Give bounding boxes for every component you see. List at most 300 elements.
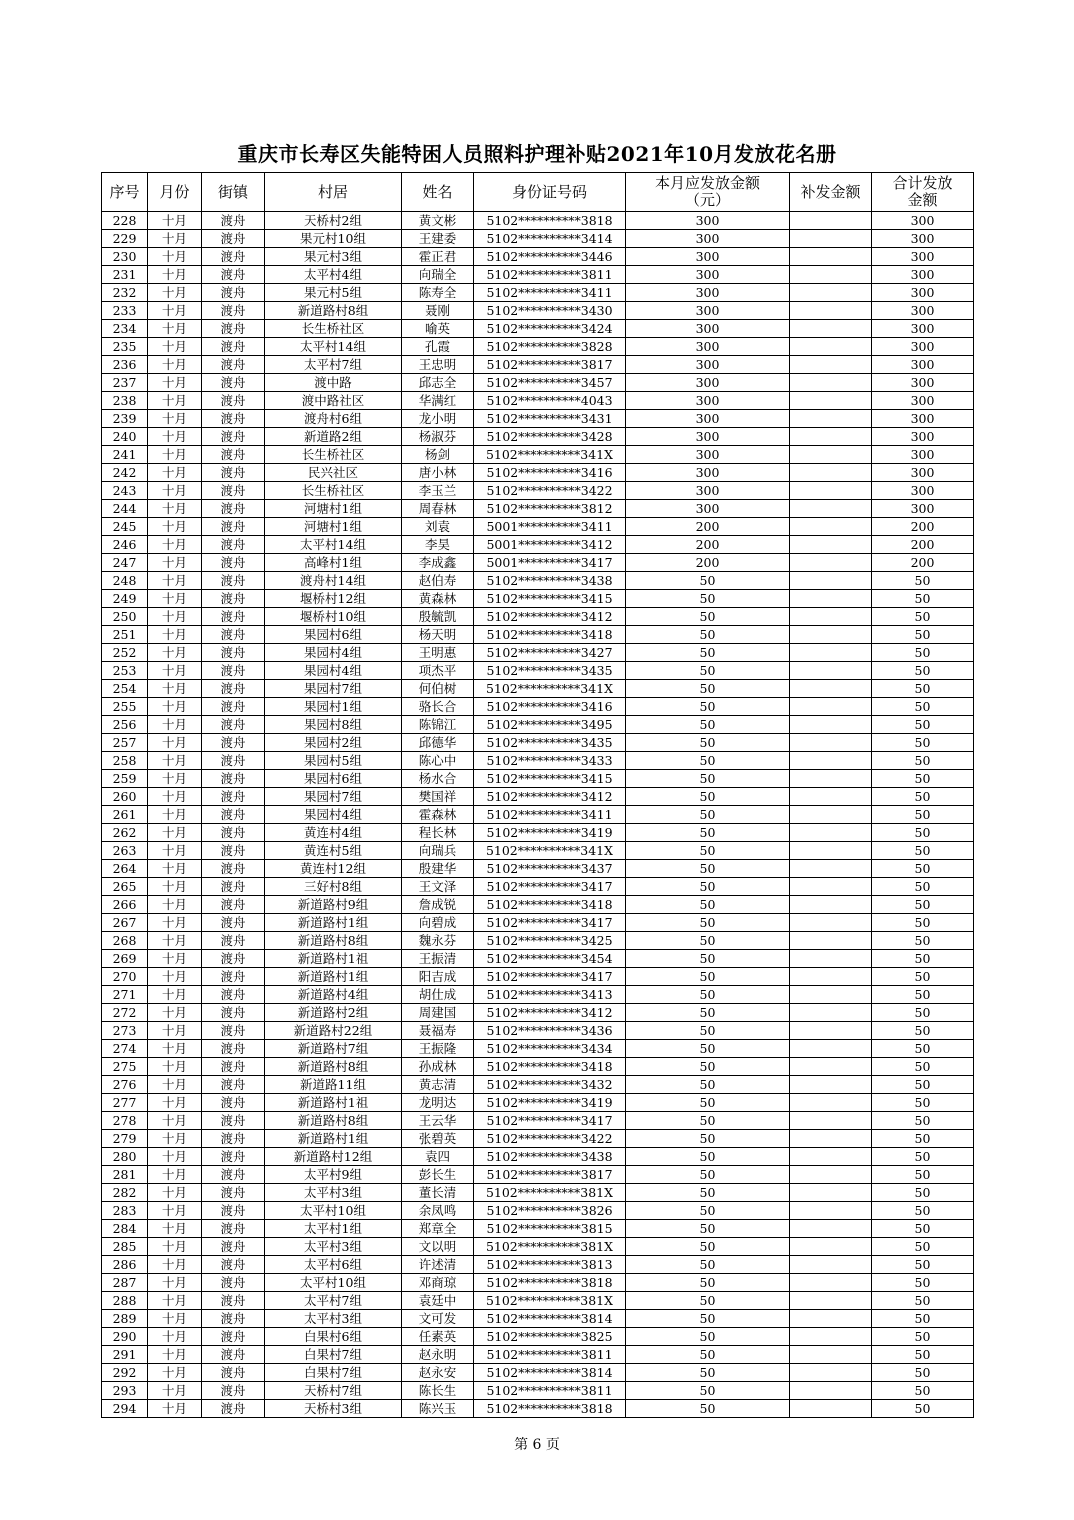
cell-seq: 259 (102, 770, 148, 788)
cell-supplement (790, 1328, 872, 1346)
cell-name: 向瑞全 (402, 266, 474, 284)
cell-seq: 243 (102, 482, 148, 500)
cell-due: 50 (626, 842, 790, 860)
cell-id: 5001**********3412 (474, 536, 626, 554)
cell-due: 50 (626, 770, 790, 788)
cell-month: 十月 (148, 464, 202, 482)
cell-name: 殷毓凯 (402, 608, 474, 626)
cell-total: 300 (872, 410, 974, 428)
cell-total: 50 (872, 788, 974, 806)
cell-name: 王文泽 (402, 878, 474, 896)
cell-village: 天桥村2组 (265, 212, 402, 230)
cell-seq: 233 (102, 302, 148, 320)
cell-seq: 292 (102, 1364, 148, 1382)
cell-id: 5102**********3813 (474, 1256, 626, 1274)
cell-seq: 289 (102, 1310, 148, 1328)
cell-street: 渡舟 (202, 1364, 265, 1382)
cell-supplement (790, 1346, 872, 1364)
cell-total: 50 (872, 644, 974, 662)
header-total (872, 173, 974, 212)
cell-supplement (790, 698, 872, 716)
cell-month: 十月 (148, 1292, 202, 1310)
cell-village: 太平村10组 (265, 1202, 402, 1220)
cell-street: 渡舟 (202, 1202, 265, 1220)
cell-name: 赵伯寿 (402, 572, 474, 590)
cell-total: 300 (872, 302, 974, 320)
cell-village: 长生桥社区 (265, 320, 402, 338)
cell-village: 太平村6组 (265, 1256, 402, 1274)
table-row (102, 518, 974, 536)
cell-village: 果园村5组 (265, 752, 402, 770)
cell-id: 5102**********3814 (474, 1364, 626, 1382)
cell-seq: 282 (102, 1184, 148, 1202)
cell-street: 渡舟 (202, 1346, 265, 1364)
cell-seq: 291 (102, 1346, 148, 1364)
cell-village: 新道路2组 (265, 428, 402, 446)
cell-seq: 263 (102, 842, 148, 860)
cell-supplement (790, 338, 872, 356)
cell-supplement (790, 932, 872, 950)
cell-id: 5102**********3434 (474, 1040, 626, 1058)
cell-village: 渡中路社区 (265, 392, 402, 410)
cell-supplement (790, 536, 872, 554)
cell-due: 300 (626, 230, 790, 248)
cell-due: 50 (626, 1292, 790, 1310)
cell-village: 堰桥村12组 (265, 590, 402, 608)
cell-id: 5102**********3438 (474, 1148, 626, 1166)
cell-seq: 266 (102, 896, 148, 914)
cell-id: 5102**********3828 (474, 338, 626, 356)
cell-supplement (790, 302, 872, 320)
cell-name: 黄森林 (402, 590, 474, 608)
cell-total: 50 (872, 662, 974, 680)
table-row (102, 716, 974, 734)
cell-street: 渡舟 (202, 1112, 265, 1130)
cell-village: 果园村7组 (265, 788, 402, 806)
cell-name: 何伯树 (402, 680, 474, 698)
cell-seq: 247 (102, 554, 148, 572)
table-row (102, 1382, 974, 1400)
cell-street: 渡舟 (202, 806, 265, 824)
cell-due: 50 (626, 1148, 790, 1166)
cell-street: 渡舟 (202, 428, 265, 446)
cell-street: 渡舟 (202, 752, 265, 770)
cell-supplement (790, 950, 872, 968)
cell-street: 渡舟 (202, 1076, 265, 1094)
cell-id: 5102**********3415 (474, 590, 626, 608)
header-month: 月份 (148, 173, 202, 212)
table-row (102, 338, 974, 356)
table-row (102, 1328, 974, 1346)
cell-seq: 272 (102, 1004, 148, 1022)
cell-due: 50 (626, 608, 790, 626)
cell-name: 唐小林 (402, 464, 474, 482)
cell-id: 5102**********341X (474, 842, 626, 860)
cell-seq: 261 (102, 806, 148, 824)
cell-id: 5102**********3417 (474, 914, 626, 932)
header-due-line2: （元） (684, 191, 730, 209)
cell-total: 50 (872, 1364, 974, 1382)
table-row (102, 1220, 974, 1238)
cell-id: 5102**********3435 (474, 734, 626, 752)
cell-total: 50 (872, 734, 974, 752)
cell-supplement (790, 500, 872, 518)
cell-name: 杨天明 (402, 626, 474, 644)
cell-month: 十月 (148, 806, 202, 824)
cell-due: 50 (626, 1364, 790, 1382)
cell-seq: 248 (102, 572, 148, 590)
cell-month: 十月 (148, 230, 202, 248)
cell-total: 50 (872, 950, 974, 968)
cell-due: 50 (626, 1022, 790, 1040)
cell-street: 渡舟 (202, 572, 265, 590)
cell-name: 陈长生 (402, 1382, 474, 1400)
cell-due: 300 (626, 248, 790, 266)
table-row (102, 1346, 974, 1364)
cell-month: 十月 (148, 284, 202, 302)
cell-seq: 250 (102, 608, 148, 626)
cell-seq: 256 (102, 716, 148, 734)
table-row (102, 590, 974, 608)
cell-total: 50 (872, 806, 974, 824)
cell-id: 5102**********381X (474, 1292, 626, 1310)
cell-seq: 290 (102, 1328, 148, 1346)
table-row (102, 842, 974, 860)
table-row (102, 410, 974, 428)
table-row (102, 1274, 974, 1292)
cell-month: 十月 (148, 1220, 202, 1238)
cell-name: 赵永安 (402, 1364, 474, 1382)
cell-seq: 252 (102, 644, 148, 662)
cell-id: 5102**********3811 (474, 1346, 626, 1364)
cell-month: 十月 (148, 680, 202, 698)
cell-id: 5102**********3416 (474, 698, 626, 716)
cell-name: 阳吉成 (402, 968, 474, 986)
cell-month: 十月 (148, 356, 202, 374)
cell-total: 50 (872, 1076, 974, 1094)
cell-supplement (790, 1292, 872, 1310)
cell-name: 李玉兰 (402, 482, 474, 500)
cell-id: 5102**********3818 (474, 1400, 626, 1418)
cell-due: 50 (626, 1382, 790, 1400)
cell-total: 300 (872, 284, 974, 302)
cell-seq: 232 (102, 284, 148, 302)
cell-total: 50 (872, 1094, 974, 1112)
cell-village: 太平村14组 (265, 338, 402, 356)
cell-month: 十月 (148, 1166, 202, 1184)
cell-seq: 254 (102, 680, 148, 698)
cell-village: 黄连村4组 (265, 824, 402, 842)
cell-street: 渡舟 (202, 302, 265, 320)
table-row (102, 1040, 974, 1058)
cell-seq: 238 (102, 392, 148, 410)
cell-id: 5102**********3418 (474, 1058, 626, 1076)
cell-total: 300 (872, 464, 974, 482)
cell-supplement (790, 518, 872, 536)
cell-village: 果园村7组 (265, 680, 402, 698)
cell-seq: 235 (102, 338, 148, 356)
cell-name: 彭长生 (402, 1166, 474, 1184)
cell-total: 300 (872, 266, 974, 284)
cell-supplement (790, 572, 872, 590)
cell-name: 赵永明 (402, 1346, 474, 1364)
cell-id: 5102**********3411 (474, 806, 626, 824)
cell-seq: 286 (102, 1256, 148, 1274)
cell-total: 50 (872, 1004, 974, 1022)
cell-name: 孔霞 (402, 338, 474, 356)
cell-supplement (790, 374, 872, 392)
cell-total: 50 (872, 1328, 974, 1346)
table-row (102, 428, 974, 446)
cell-month: 十月 (148, 1310, 202, 1328)
cell-id: 5102**********3415 (474, 770, 626, 788)
cell-supplement (790, 1184, 872, 1202)
cell-id: 5102**********381X (474, 1184, 626, 1202)
cell-total: 50 (872, 1256, 974, 1274)
header-due-line1: 本月应发放金额 (654, 174, 760, 192)
cell-village: 新道路村8组 (265, 302, 402, 320)
cell-month: 十月 (148, 590, 202, 608)
cell-name: 陈兴玉 (402, 1400, 474, 1418)
cell-street: 渡舟 (202, 1022, 265, 1040)
cell-due: 50 (626, 950, 790, 968)
cell-id: 5102**********3412 (474, 1004, 626, 1022)
cell-street: 渡舟 (202, 1310, 265, 1328)
cell-due: 50 (626, 1400, 790, 1418)
cell-total: 50 (872, 1130, 974, 1148)
cell-supplement (790, 482, 872, 500)
cell-village: 新道路村2组 (265, 1004, 402, 1022)
table-row (102, 1256, 974, 1274)
cell-seq: 293 (102, 1382, 148, 1400)
cell-month: 十月 (148, 1130, 202, 1148)
cell-street: 渡舟 (202, 1292, 265, 1310)
cell-supplement (790, 1256, 872, 1274)
cell-id: 5102**********3422 (474, 1130, 626, 1148)
cell-month: 十月 (148, 1274, 202, 1292)
cell-village: 新道路村8组 (265, 1058, 402, 1076)
cell-supplement (790, 1400, 872, 1418)
cell-id: 5102**********3825 (474, 1328, 626, 1346)
cell-id: 5102**********3812 (474, 500, 626, 518)
cell-total: 50 (872, 1292, 974, 1310)
cell-village: 果园村4组 (265, 806, 402, 824)
cell-name: 李昊 (402, 536, 474, 554)
cell-total: 50 (872, 1022, 974, 1040)
cell-due: 50 (626, 680, 790, 698)
cell-name: 刘袁 (402, 518, 474, 536)
cell-street: 渡舟 (202, 464, 265, 482)
cell-due: 50 (626, 1346, 790, 1364)
cell-month: 十月 (148, 1400, 202, 1418)
cell-name: 殷建华 (402, 860, 474, 878)
cell-name: 文以明 (402, 1238, 474, 1256)
cell-street: 渡舟 (202, 284, 265, 302)
cell-name: 项杰平 (402, 662, 474, 680)
cell-village: 新道路村1组 (265, 968, 402, 986)
cell-seq: 269 (102, 950, 148, 968)
cell-village: 新道路村1组 (265, 1130, 402, 1148)
cell-total: 50 (872, 1148, 974, 1166)
cell-total: 200 (872, 554, 974, 572)
cell-due: 50 (626, 716, 790, 734)
cell-due: 50 (626, 1112, 790, 1130)
cell-month: 十月 (148, 1004, 202, 1022)
cell-id: 5102**********3413 (474, 986, 626, 1004)
cell-supplement (790, 1220, 872, 1238)
cell-street: 渡舟 (202, 1382, 265, 1400)
cell-total: 50 (872, 932, 974, 950)
table-row (102, 698, 974, 716)
cell-due: 50 (626, 752, 790, 770)
cell-total: 50 (872, 1382, 974, 1400)
cell-due: 50 (626, 1166, 790, 1184)
cell-supplement (790, 284, 872, 302)
cell-id: 5102**********3818 (474, 1274, 626, 1292)
table-row (102, 284, 974, 302)
cell-month: 十月 (148, 302, 202, 320)
cell-name: 霍森林 (402, 806, 474, 824)
cell-due: 50 (626, 644, 790, 662)
cell-total: 50 (872, 842, 974, 860)
cell-id: 5102**********3428 (474, 428, 626, 446)
cell-month: 十月 (148, 482, 202, 500)
cell-street: 渡舟 (202, 824, 265, 842)
cell-supplement (790, 230, 872, 248)
cell-total: 50 (872, 1184, 974, 1202)
cell-month: 十月 (148, 770, 202, 788)
cell-month: 十月 (148, 896, 202, 914)
cell-month: 十月 (148, 842, 202, 860)
cell-due: 300 (626, 212, 790, 230)
cell-name: 聂福寿 (402, 1022, 474, 1040)
cell-name: 王忠明 (402, 356, 474, 374)
cell-supplement (790, 716, 872, 734)
cell-id: 5001**********3417 (474, 554, 626, 572)
cell-village: 新道路村1祖 (265, 1094, 402, 1112)
cell-due: 300 (626, 338, 790, 356)
cell-total: 50 (872, 1346, 974, 1364)
cell-id: 5102**********3417 (474, 968, 626, 986)
cell-month: 十月 (148, 392, 202, 410)
cell-seq: 241 (102, 446, 148, 464)
cell-id: 5102**********3418 (474, 626, 626, 644)
cell-due: 50 (626, 986, 790, 1004)
cell-month: 十月 (148, 1364, 202, 1382)
cell-seq: 228 (102, 212, 148, 230)
cell-street: 渡舟 (202, 1148, 265, 1166)
cell-street: 渡舟 (202, 662, 265, 680)
cell-due: 50 (626, 914, 790, 932)
table-row (102, 968, 974, 986)
cell-village: 堰桥村10组 (265, 608, 402, 626)
cell-month: 十月 (148, 536, 202, 554)
cell-seq: 242 (102, 464, 148, 482)
cell-village: 果园村1组 (265, 698, 402, 716)
table-row (102, 1130, 974, 1148)
cell-month: 十月 (148, 500, 202, 518)
cell-name: 袁廷中 (402, 1292, 474, 1310)
cell-id: 5102**********3495 (474, 716, 626, 734)
cell-month: 十月 (148, 986, 202, 1004)
cell-total: 50 (872, 1238, 974, 1256)
table-row (102, 572, 974, 590)
cell-month: 十月 (148, 320, 202, 338)
cell-seq: 258 (102, 752, 148, 770)
cell-due: 200 (626, 518, 790, 536)
cell-village: 新道路村7组 (265, 1040, 402, 1058)
cell-month: 十月 (148, 1112, 202, 1130)
cell-street: 渡舟 (202, 608, 265, 626)
cell-supplement (790, 860, 872, 878)
cell-month: 十月 (148, 1382, 202, 1400)
cell-name: 黄文彬 (402, 212, 474, 230)
cell-supplement (790, 320, 872, 338)
table-row (102, 1112, 974, 1130)
cell-total: 50 (872, 860, 974, 878)
cell-supplement (790, 626, 872, 644)
cell-village: 新道路村12组 (265, 1148, 402, 1166)
cell-seq: 284 (102, 1220, 148, 1238)
cell-total: 200 (872, 518, 974, 536)
table-row (102, 1022, 974, 1040)
cell-supplement (790, 914, 872, 932)
cell-name: 龙明达 (402, 1094, 474, 1112)
cell-due: 50 (626, 788, 790, 806)
table-row (102, 932, 974, 950)
cell-name: 黄志清 (402, 1076, 474, 1094)
table-row (102, 464, 974, 482)
cell-seq: 270 (102, 968, 148, 986)
table-row (102, 482, 974, 500)
cell-name: 骆长合 (402, 698, 474, 716)
cell-total: 50 (872, 608, 974, 626)
cell-total: 50 (872, 878, 974, 896)
cell-month: 十月 (148, 446, 202, 464)
cell-supplement (790, 392, 872, 410)
cell-name: 程长林 (402, 824, 474, 842)
cell-id: 5102**********3418 (474, 896, 626, 914)
cell-village: 太平村3组 (265, 1310, 402, 1328)
cell-due: 300 (626, 356, 790, 374)
cell-name: 袁四 (402, 1148, 474, 1166)
cell-supplement (790, 464, 872, 482)
cell-due: 50 (626, 1202, 790, 1220)
cell-supplement (790, 1130, 872, 1148)
cell-village: 河塘村1组 (265, 518, 402, 536)
table-row (102, 500, 974, 518)
table-row (102, 752, 974, 770)
table-row (102, 356, 974, 374)
cell-seq: 237 (102, 374, 148, 392)
cell-street: 渡舟 (202, 932, 265, 950)
cell-supplement (790, 662, 872, 680)
cell-total: 50 (872, 1274, 974, 1292)
cell-due: 50 (626, 932, 790, 950)
cell-total: 50 (872, 1166, 974, 1184)
cell-supplement (790, 1040, 872, 1058)
cell-id: 5102**********3417 (474, 878, 626, 896)
table-row (102, 302, 974, 320)
cell-supplement (790, 680, 872, 698)
cell-total: 300 (872, 248, 974, 266)
table-row (102, 680, 974, 698)
cell-id: 5102**********3826 (474, 1202, 626, 1220)
table-row (102, 644, 974, 662)
cell-supplement (790, 590, 872, 608)
cell-village: 太平村3组 (265, 1184, 402, 1202)
cell-due: 50 (626, 1076, 790, 1094)
